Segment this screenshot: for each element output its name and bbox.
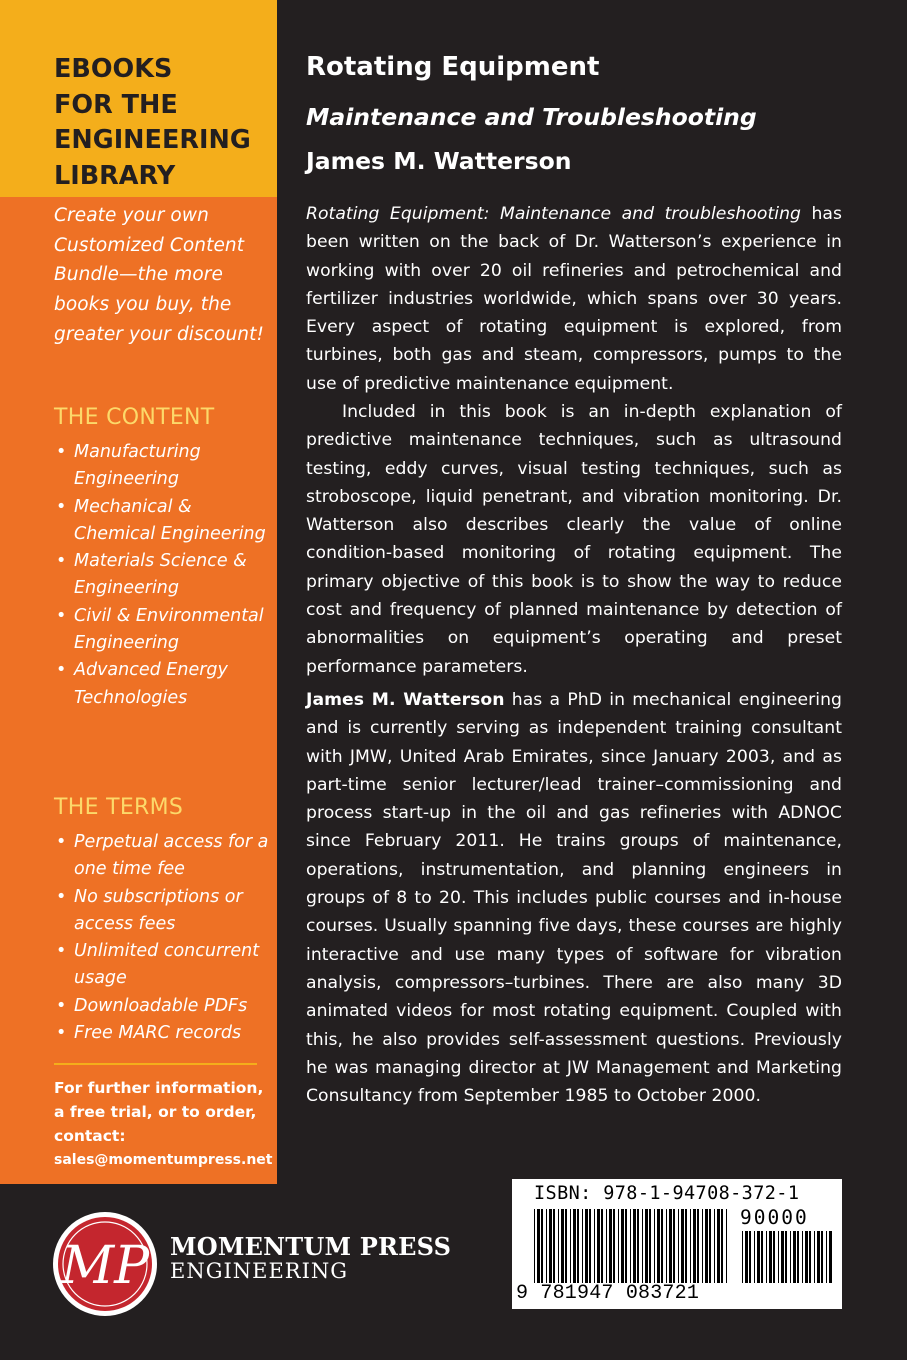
barcode-bar: [778, 1231, 779, 1283]
barcode-bar: [534, 1209, 535, 1283]
barcode-bar: [814, 1231, 815, 1283]
barcode-bar: [745, 1231, 748, 1283]
description-paragraph: Included in this book is an in-depth explanation of predictive maintenance techniques, such as ultrasound testing, eddy curves, visual testing techniques, such as stroboscope, liquid penetrant, and vibration monitoring. Dr. Watterson also describes clearly the value of online condition-based monitoring of rotating equipment. The primary objective of this book is to show the way to reduce cost and frequency of planned maintenance by detection of abnormalities on equipment’s operating and preset performance parameters.: [306, 402, 842, 677]
barcode-bar: [618, 1209, 619, 1283]
barcode-bar: [637, 1209, 639, 1283]
barcode-bar: [577, 1209, 579, 1283]
barcode-bar: [553, 1209, 555, 1283]
book-subtitle: Maintenance and Troubleshooting: [306, 103, 757, 131]
list-item: • No subscriptions or access fees: [54, 884, 269, 939]
list-item: • Advanced Energy Technologies: [54, 657, 269, 712]
barcode-bar: [565, 1209, 567, 1283]
barcode-bar: [546, 1209, 547, 1283]
barcode-bar: [666, 1209, 667, 1283]
barcode-bar: [609, 1209, 612, 1283]
barcode-bar: [817, 1231, 820, 1283]
barcode-bar: [541, 1209, 543, 1283]
barcode-bar: [661, 1209, 663, 1283]
barcode-bar: [654, 1209, 655, 1283]
description-book-title: Rotating Equipment: Maintenance and troubleshooting: [306, 204, 802, 224]
barcode-bar: [709, 1209, 711, 1283]
isbn-barcode: [512, 1179, 842, 1309]
barcode-bar: [633, 1209, 636, 1283]
publisher-division: ENGINEERING: [170, 1259, 349, 1283]
barcode-bar: [790, 1231, 791, 1283]
terms-heading: THE TERMS: [54, 795, 184, 820]
list-item: • Manufacturing Engineering: [54, 439, 269, 494]
barcode-bar: [829, 1231, 832, 1283]
barcode-bar: [766, 1231, 767, 1283]
barcode-bar: [805, 1231, 808, 1283]
barcode-bar: [821, 1231, 823, 1283]
barcode-bar: [537, 1209, 540, 1283]
contact-email-link[interactable]: sales@momentumpress.net: [54, 1152, 273, 1168]
barcode-bar: [705, 1209, 708, 1283]
barcode-bar: [570, 1209, 571, 1283]
logo-letters: MP: [60, 1236, 150, 1296]
list-item: • Civil & Environmental Engineering: [54, 603, 269, 658]
list-item: • Free MARC records: [54, 1020, 269, 1047]
list-item: • Materials Science & Engineering: [54, 548, 269, 603]
barcode-bar: [558, 1209, 559, 1283]
barcode-bar: [702, 1209, 703, 1283]
book-author: James M. Watterson: [306, 147, 572, 175]
content-heading: THE CONTENT: [54, 405, 215, 430]
content-list: [54, 439, 269, 712]
barcode-bar: [797, 1231, 799, 1283]
barcode-bar: [645, 1209, 648, 1283]
list-item: • Mechanical & Chemical Engineering: [54, 494, 269, 549]
barcode-bar: [761, 1231, 763, 1283]
barcode-bar: [769, 1231, 772, 1283]
barcode-bar: [630, 1209, 631, 1283]
barcode-bar: [742, 1231, 743, 1283]
barcode-bar: [749, 1231, 751, 1283]
series-title-line: LIBRARY: [54, 160, 176, 191]
author-bio-name: James M. Watterson: [306, 690, 505, 710]
barcode-bar: [690, 1209, 691, 1283]
barcode-bar: [573, 1209, 576, 1283]
contact-text: For further information, a free trial, or to order, contact:: [54, 1079, 264, 1145]
contact-block: [54, 1076, 273, 1172]
promo-text: Create your own Customized Content Bundle—the more books you buy, the greater your discount!: [54, 205, 264, 345]
publisher-name: MOMENTUM PRESS: [170, 1232, 452, 1261]
series-title: [54, 52, 251, 194]
barcode-bar: [714, 1209, 715, 1283]
series-title-line: ENGINEERING: [54, 125, 251, 155]
barcode-bar: [693, 1209, 696, 1283]
barcode-bar: [649, 1209, 651, 1283]
barcode-bar: [793, 1231, 796, 1283]
barcode-bar: [781, 1231, 784, 1283]
price-code: 90000: [740, 1206, 809, 1229]
barcode-bar: [642, 1209, 643, 1283]
list-item: • Unlimited concurrent usage: [54, 938, 269, 993]
barcode-bar: [726, 1209, 727, 1283]
description-text: has been written on the back of Dr. Watterson’s experience in working with over 20 oil refineries and petrochemical and fertilizer industries worldwide, which spans over 30 years. Every aspect of rotating equipment is explored, from turbines, both gas and steam, compressors, pumps to the use of predictive maintenance equipment.: [306, 204, 843, 394]
barcode-bar: [625, 1209, 627, 1283]
barcode-bar: [757, 1231, 760, 1283]
author-bio-text: has a PhD in mechanical engineering and is currently serving as independent training consultant with JMW, United Arab Emirates, since January 2003, and as part-time senior lecturer/lead trainer–commissioning and process start-up in the oil and gas refineries with ADNOC since February 2011. He trains groups of maintenance, operations, instrumentation, and planning engineers in groups of 8 to 20. This includes public courses and in-house courses. Usually spanning five days, these courses are highly interactive and use many types of software for vibration analysis, compressors–turbines. There are also many 3D animated videos for most rotating equipment. Coupled with this, he also provides self-assessment questions. Previously he was managing director at JW Management and Marketing Consultancy from September 1985 to October 2000.: [306, 690, 842, 1107]
divider: [54, 1063, 257, 1065]
description-paragraph: [306, 200, 842, 398]
list-item: • Downloadable PDFs: [54, 993, 269, 1020]
barcode-bar: [802, 1231, 803, 1283]
barcode-bar: [613, 1209, 615, 1283]
barcode-bar: [785, 1231, 787, 1283]
barcode-bar: [549, 1209, 552, 1283]
barcode-bar: [594, 1209, 595, 1283]
barcode-bar: [597, 1209, 600, 1283]
barcode-bar: [606, 1209, 607, 1283]
barcode-bar: [754, 1231, 755, 1283]
barcode-bar: [582, 1209, 583, 1283]
barcode-bar: [621, 1209, 624, 1283]
momentum-press-logo: [52, 1211, 158, 1317]
barcode-bar: [657, 1209, 660, 1283]
ean-digits: 9 781947 083721: [516, 1282, 700, 1305]
barcode-bar: [773, 1231, 775, 1283]
barcode-bar: [685, 1209, 687, 1283]
barcode-bar: [717, 1209, 720, 1283]
list-item: • Perpetual access for a one time fee: [54, 829, 269, 884]
barcode-bar: [697, 1209, 699, 1283]
barcode-bar: [585, 1209, 588, 1283]
barcode-bar: [669, 1209, 672, 1283]
isbn-label: ISBN: 978-1-94708-372-1: [534, 1183, 800, 1204]
book-title: Rotating Equipment: [306, 52, 600, 82]
barcode-bar: [589, 1209, 591, 1283]
series-title-line: FOR THE: [54, 89, 178, 120]
barcode-bar: [721, 1209, 723, 1283]
barcode-bar: [681, 1209, 684, 1283]
barcode-bar: [809, 1231, 811, 1283]
barcode-bar: [673, 1209, 675, 1283]
terms-list: [54, 829, 269, 1047]
barcode-bar: [561, 1209, 564, 1283]
series-title-line: EBOOKS: [54, 54, 173, 84]
author-bio: [306, 686, 842, 1110]
barcode-bar: [678, 1209, 679, 1283]
barcode-bar: [601, 1209, 603, 1283]
barcode-bar: [826, 1231, 827, 1283]
